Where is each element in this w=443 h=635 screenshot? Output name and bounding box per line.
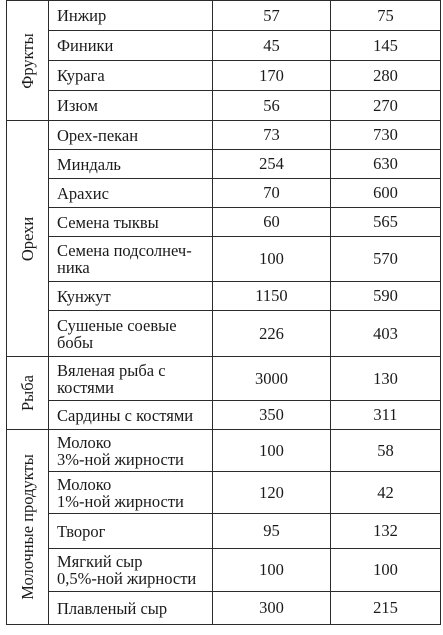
value-1-cell: 70 <box>213 179 331 208</box>
item-name: Курага <box>49 61 213 91</box>
item-name: Семена тыквы <box>49 208 213 237</box>
group-label: Молочные продукты <box>17 454 37 600</box>
value-2-cell: 145 <box>331 31 441 61</box>
value-1-cell: 170 <box>213 61 331 91</box>
value-1-cell: 1150 <box>213 282 331 311</box>
item-name: Молоко 3%-ной жирности <box>49 430 213 472</box>
group-label: Рыба <box>17 375 37 411</box>
table-row <box>7 357 441 401</box>
item-name: Изюм <box>49 91 213 121</box>
value-1-cell: 56 <box>213 91 331 121</box>
item-name: Вяленая рыба с костями <box>49 357 213 401</box>
group-label: Фрукты <box>17 32 37 89</box>
value-2-cell: 270 <box>331 91 441 121</box>
table-row <box>7 514 441 549</box>
value-2-cell: 58 <box>331 430 441 472</box>
value-1-cell: 226 <box>213 311 331 357</box>
value-1-cell: 120 <box>213 472 331 514</box>
value-2-cell: 403 <box>331 311 441 357</box>
value-1-cell: 57 <box>213 1 331 31</box>
table-row <box>7 150 441 179</box>
table-row <box>7 61 441 91</box>
value-1-cell: 60 <box>213 208 331 237</box>
item-name: Финики <box>49 31 213 61</box>
group-cell <box>7 121 49 357</box>
group-cell <box>7 357 49 430</box>
table-row <box>7 549 441 592</box>
value-2-cell: 130 <box>331 357 441 401</box>
value-2-cell: 630 <box>331 150 441 179</box>
table-row <box>7 311 441 357</box>
value-1-cell: 100 <box>213 237 331 282</box>
table-row <box>7 121 441 150</box>
table-row <box>7 237 441 282</box>
item-name: Сушеные соевые бобы <box>49 311 213 357</box>
table-row <box>7 179 441 208</box>
group-cell <box>7 1 49 121</box>
table-row <box>7 430 441 472</box>
value-1-cell: 95 <box>213 514 331 549</box>
item-name: Инжир <box>49 1 213 31</box>
value-2-cell: 215 <box>331 592 441 625</box>
item-name: Молоко 1%-ной жирности <box>49 472 213 514</box>
item-name: Миндаль <box>49 150 213 179</box>
value-1-cell: 300 <box>213 592 331 625</box>
table-row <box>7 401 441 430</box>
item-name: Сардины с костями <box>49 401 213 430</box>
value-1-cell: 3000 <box>213 357 331 401</box>
value-1-cell: 100 <box>213 430 331 472</box>
table-row <box>7 91 441 121</box>
item-name: Мягкий сыр 0,5%-ной жирности <box>49 549 213 592</box>
group-label: Орехи <box>17 216 37 261</box>
value-2-cell: 730 <box>331 121 441 150</box>
table-row <box>7 472 441 514</box>
value-2-cell: 100 <box>331 549 441 592</box>
table-row <box>7 31 441 61</box>
value-2-cell: 280 <box>331 61 441 91</box>
value-2-cell: 42 <box>331 472 441 514</box>
value-1-cell: 100 <box>213 549 331 592</box>
value-1-cell: 350 <box>213 401 331 430</box>
value-1-cell: 45 <box>213 31 331 61</box>
table-row <box>7 208 441 237</box>
table-row <box>7 1 441 31</box>
value-2-cell: 565 <box>331 208 441 237</box>
value-2-cell: 132 <box>331 514 441 549</box>
nutrition-table <box>6 0 441 625</box>
value-2-cell: 75 <box>331 1 441 31</box>
value-2-cell: 600 <box>331 179 441 208</box>
group-cell <box>7 430 49 625</box>
table-row <box>7 282 441 311</box>
item-name: Плавленый сыр <box>49 592 213 625</box>
item-name: Кунжут <box>49 282 213 311</box>
item-name: Творог <box>49 514 213 549</box>
value-1-cell: 73 <box>213 121 331 150</box>
value-2-cell: 590 <box>331 282 441 311</box>
table-row <box>7 592 441 625</box>
value-2-cell: 311 <box>331 401 441 430</box>
value-1-cell: 254 <box>213 150 331 179</box>
value-2-cell: 570 <box>331 237 441 282</box>
item-name: Орех-пекан <box>49 121 213 150</box>
table-body <box>7 1 441 625</box>
item-name: Арахис <box>49 179 213 208</box>
item-name: Семена подсолнеч- ника <box>49 237 213 282</box>
